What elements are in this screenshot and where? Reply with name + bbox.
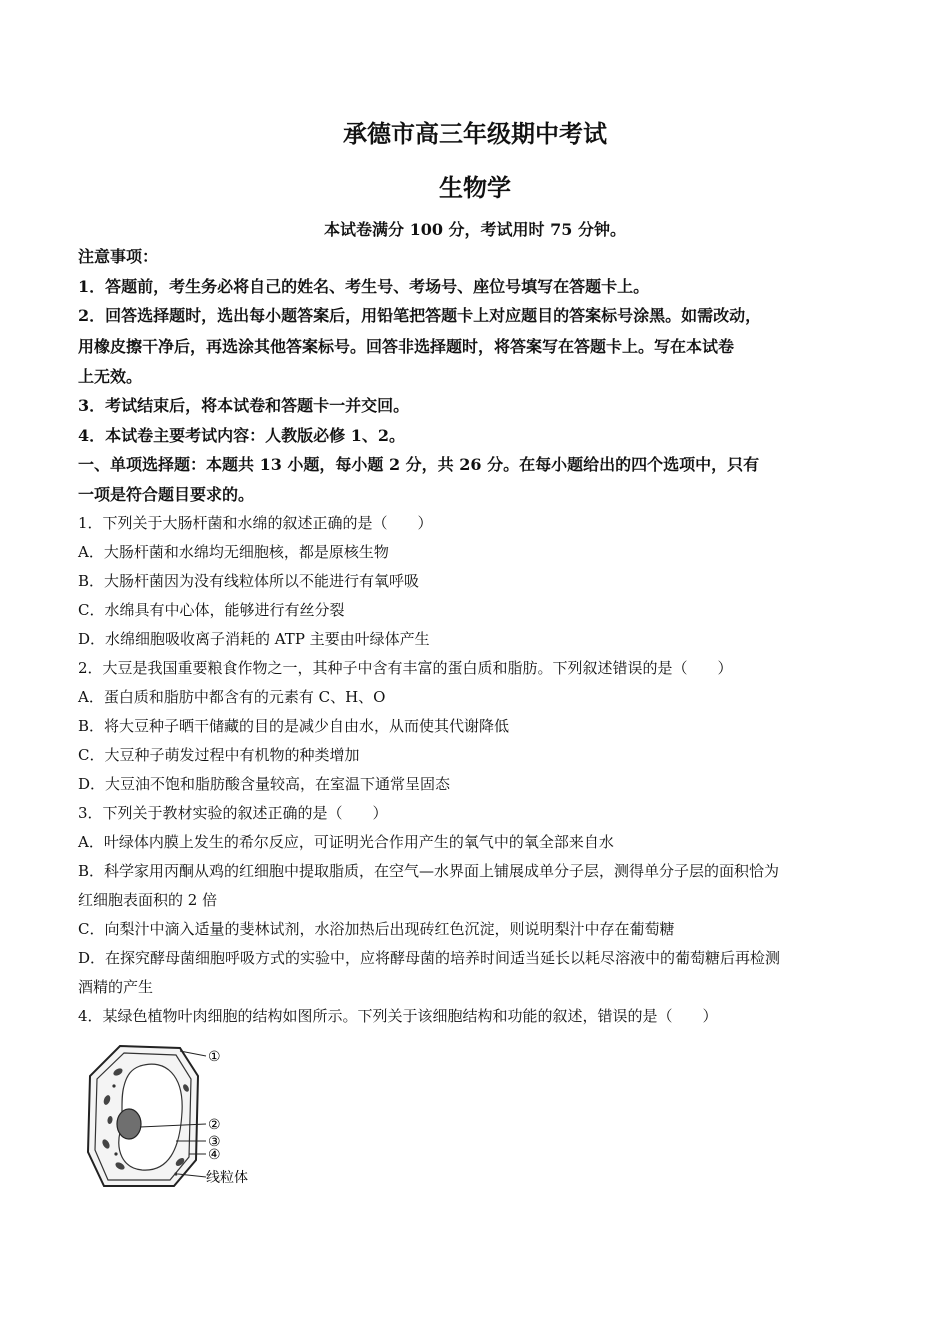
exam-title: 承德市高三年级期中考试 [343,119,607,148]
plant-cell-diagram [80,1042,270,1192]
question-option: D．在探究酵母菌细胞呼吸方式的实验中，应将酵母菌的培养时间适当延长以耗尽溶液中的葡萄糖后再检测 [78,949,781,967]
question-option: D．大豆油不饱和脂肪酸含量较高，在室温下通常呈固态 [78,775,451,793]
question-option: C．向梨汁中滴入适量的斐林试剂，水浴加热后出现砖红色沉淀，则说明梨汁中存在葡萄糖 [78,920,675,938]
question-stem: 3．下列关于教材实验的叙述正确的是（ ） [78,804,388,822]
figure-label-3: ③ [208,1134,221,1150]
question-option: A．大肠杆菌和水绵均无细胞核，都是原核生物 [78,543,389,561]
question-option: A．叶绿体内膜上发生的希尔反应，可证明光合作用产生的氧气中的氧全部来自水 [78,833,614,851]
subject-title: 生物学 [439,173,511,202]
question-option: B．大肠杆菌因为没有线粒体所以不能进行有氧呼吸 [78,572,420,590]
question-option: B．科学家用丙酮从鸡的红细胞中提取脂质，在空气—水界面上铺展成单分子层，测得单分子层的面积恰为 [78,862,780,880]
section-instructions-cont: 一项是符合题目要求的。 [78,485,255,504]
notice-item: 1．答题前，考生务必将自己的姓名、考生号、考场号、座位号填写在答题卡上。 [78,277,650,296]
question-option: C．水绵具有中心体，能够进行有丝分裂 [78,601,345,619]
exam-info: 本试卷满分 100 分，考试用时 75 分钟。 [324,220,626,239]
section-instructions: 一、单项选择题：本题共 13 小题，每小题 2 分，共 26 分。在每小题给出的四个选项中，只有 [78,455,760,474]
mitochondrion-dot [174,1172,177,1175]
question-option: B．将大豆种子晒干储藏的目的是减少自由水，从而使其代谢降低 [78,717,510,735]
question-option: C．大豆种子萌发过程中有机物的种类增加 [78,746,360,764]
figure-label-1: ① [208,1049,221,1065]
question-option-cont: 酒精的产生 [78,978,154,996]
figure-label-4: ④ [208,1147,221,1163]
question-option-cont: 红细胞表面积的 2 倍 [78,891,218,909]
question-option: D．水绵细胞吸收离子消耗的 ATP 主要由叶绿体产生 [78,630,430,648]
notice-item: 3．考试结束后，将本试卷和答题卡一并交回。 [78,396,410,415]
notice-item: 用橡皮擦干净后，再选涂其他答案标号。回答非选择题时，将答案写在答题卡上。写在本试卷 [78,337,735,356]
figure-label-mitochondria: 线粒体 [206,1170,248,1186]
notice-heading: 注意事项： [78,247,159,266]
notice-item: 2．回答选择题时，选出每小题答案后，用铅笔把答题卡上对应题目的答案标号涂黑。如需改动， [78,306,762,325]
question-option: A．蛋白质和脂肪中都含有的元素有 C、H、O [78,688,386,706]
mitochondrion-dot [112,1084,115,1087]
notice-item: 上无效。 [78,367,143,386]
notice-item: 4．本试卷主要考试内容：人教版必修 1、2。 [78,426,405,445]
mitochondrion-dot [114,1152,117,1155]
figure-label-2: ② [208,1117,221,1133]
nucleus-shape [117,1109,141,1139]
question-stem: 1．下列关于大肠杆菌和水绵的叙述正确的是（ ） [78,514,433,532]
question-stem: 4．某绿色植物叶肉细胞的结构如图所示。下列关于该细胞结构和功能的叙述，错误的是（ ） [78,1007,718,1025]
question-stem: 2．大豆是我国重要粮食作物之一，其种子中含有丰富的蛋白质和脂肪。下列叙述错误的是（ ） [78,659,733,677]
